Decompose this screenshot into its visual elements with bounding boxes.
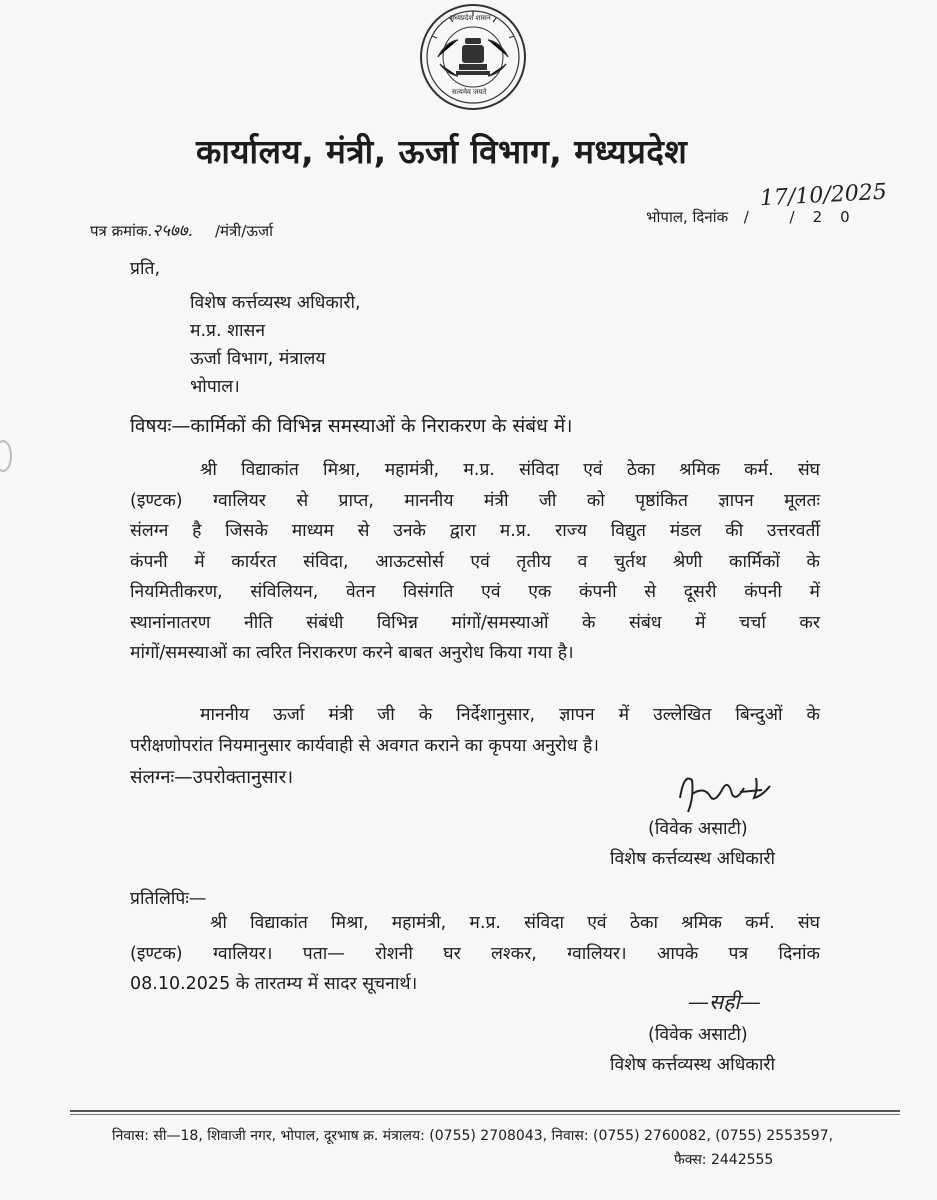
date-printed: / /20: [743, 208, 868, 226]
signatory-designation-1: विशेष कर्त्तव्यस्थ अधिकारी: [610, 849, 776, 869]
copy-line: 08.10.2025 के तारतम्य में सादर सूचनार्थ।: [130, 974, 418, 994]
enclosure-note: संलग्नः—उपरोक्तानुसार।: [130, 767, 294, 788]
para1-line: नियमितीकरण, संविलियन, वेतन विसंगति एवं एक कंपनी से दूसरी कंपनी में: [130, 582, 820, 602]
reference-label: पत्र क्रमांक.: [90, 222, 153, 240]
copy-label: प्रतिलिपिः—: [130, 889, 207, 909]
copy-paragraph: [130, 908, 820, 1000]
para1-line: संलग्न है जिसके माध्यम से उनके द्वारा म.प्र. राज्य विद्युत मंडल की उत्तरवर्ती: [130, 521, 820, 541]
body-paragraph-1: [130, 455, 820, 669]
date-handwritten: 17/10/2025: [759, 179, 888, 212]
copy-line: श्री विद्याकांत मिश्रा, महामंत्री, म.प्र. संविदा एवं ठेका श्रमिक कर्म. संघ: [210, 913, 820, 933]
place-date-label: भोपाल, दिनांक: [646, 208, 729, 226]
reference-number-hand: २५७७.: [152, 221, 193, 241]
footer-address-line: निवास: सी—18, शिवाजी नगर, भोपाल, दूरभाष क्र. मंत्रालय: (0755) 2708043, निवास: (0755) 2760082, (0755) 2553597,: [112, 1128, 834, 1144]
reference-number: [90, 218, 273, 241]
seal-top-text: मध्यप्रदेश शासन: [450, 14, 491, 22]
signature-sahi-hand: —सही—: [688, 990, 761, 1014]
recipient-line-2: म.प्र. शासन: [190, 321, 266, 341]
seal-bottom-text: सत्यमेव जयते: [452, 88, 487, 96]
para1-line: कंपनी में कार्यरत संविदा, आऊटसोर्स एवं तृतीय व चुर्तथ श्रेणी कार्मिकों के: [130, 551, 820, 572]
reference-suffix: /मंत्री/ऊर्जा: [215, 222, 274, 240]
place-date: [646, 207, 868, 227]
para1-line: श्री विद्याकांत मिश्रा, महामंत्री, म.प्र. संविदा एवं ठेका श्रमिक कर्म. संघ: [200, 460, 820, 480]
body-paragraph-2: [130, 700, 820, 761]
para1-line: स्थानांनातरण नीति संबंधी विभिन्न मांगों/समस्याओं के संबंध में चर्चा कर: [130, 612, 820, 633]
footer-divider: [70, 1110, 900, 1112]
punch-hole-mark: [0, 440, 12, 472]
subject: विषयः—कार्मिकों की विभिन्न समस्याओं के निराकरण के संबंध में।: [130, 415, 573, 437]
recipient-line-4: भोपाल।: [190, 377, 240, 397]
office-title: कार्यालय, मंत्री, ऊर्जा विभाग, मध्यप्रदेश: [196, 132, 688, 171]
copy-line: (इण्टक) ग्वालियर। पता— रोशनी घर लश्कर, ग्वालियर। आपके पत्र दिनांक: [130, 943, 820, 964]
recipient-line-3: ऊर्जा विभाग, मंत्रालय: [190, 349, 326, 369]
para2-line: माननीय ऊर्जा मंत्री जी के निर्देशानुसार, ज्ञापन में उल्लेखित बिन्दुओं के: [200, 705, 820, 725]
signatory-name-1: (विवेक असाटी): [648, 819, 748, 839]
handwritten-signature-icon: [670, 768, 790, 818]
footer-divider-thin: [70, 1114, 900, 1115]
footer-fax-line: फैक्स: 2442555: [674, 1152, 774, 1168]
prati-label: प्रति,: [130, 259, 161, 279]
recipient-line-1: विशेष कर्त्तव्यस्थ अधिकारी,: [190, 293, 361, 313]
para1-line: (इण्टक) ग्वालियर से प्राप्त, माननीय मंत्री जी को पृष्ठांकित ज्ञापन मूलतः: [130, 490, 820, 511]
signatory-designation-2: विशेष कर्त्तव्यस्थ अधिकारी: [610, 1055, 776, 1075]
para1-line: मांगों/समस्याओं का त्वरित निराकरण करने बाबत अनुरोध किया गया है।: [130, 643, 574, 663]
signatory-name-2: (विवेक असाटी): [648, 1025, 748, 1045]
para2-line: परीक्षणोपरांत नियमानुसार कार्यवाही से अवगत कराने का कृपया अनुरोध है।: [130, 735, 599, 756]
